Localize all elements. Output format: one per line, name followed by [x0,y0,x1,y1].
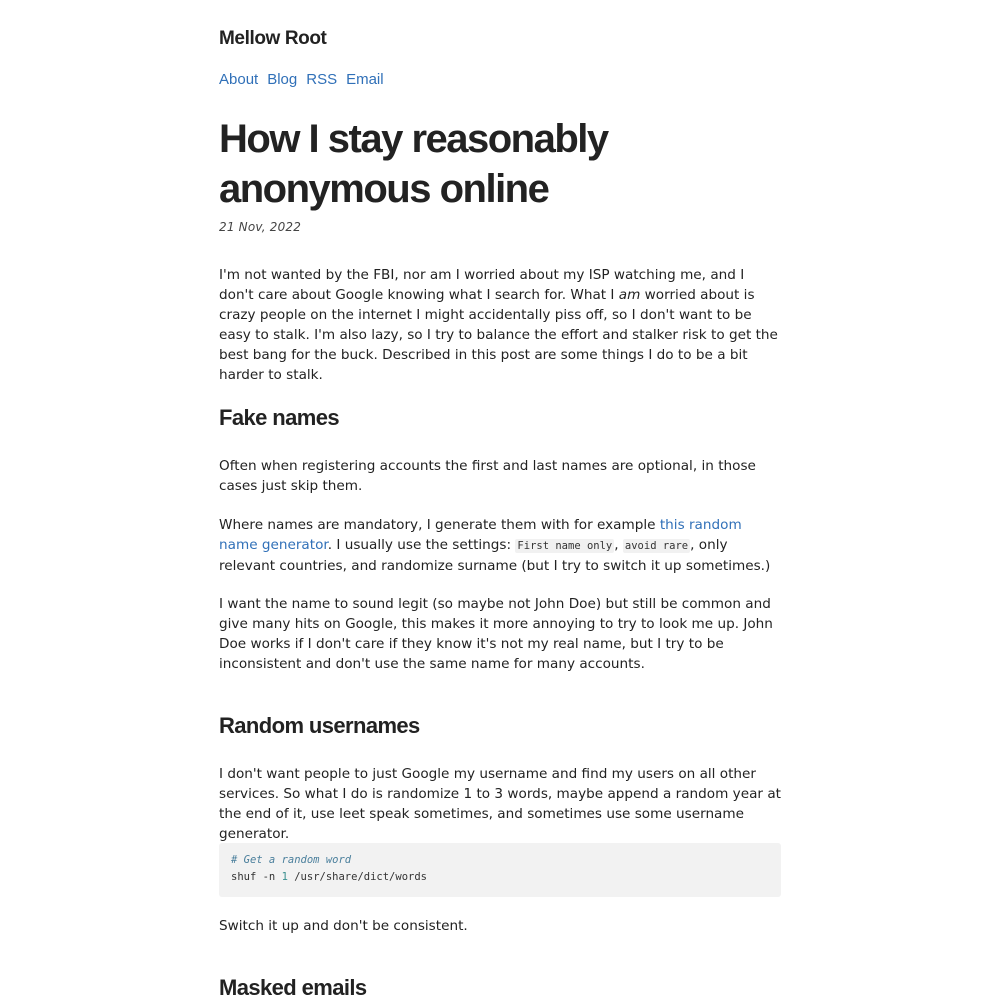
code-command-part-2: /usr/share/dict/words [287,871,427,883]
code-command-number: 1 [281,871,288,883]
fake-names-p2-text-3: , only relevant countries, and randomize surname (but I try to switch it up sometimes.) [219,537,771,574]
heading-fake-names: Fake names [219,405,339,430]
heading-masked-emails: Masked emails [219,975,367,1000]
random-usernames-paragraph-1: I don't want people to just Google my username and find my users on all other services. So what I do is randomize 1 to 3 words, maybe append a random year at the end of it, use leet speak sometimes, and sometimes use some username generator. [219,766,781,842]
site-title[interactable]: Mellow Root [219,28,327,49]
code-command-part-1: shuf -n [231,871,282,883]
nav-about-link[interactable]: About [219,71,259,88]
intro-emphasis: am [618,287,641,303]
site-nav [219,71,384,88]
random-name-generator-link[interactable]: this random name generator [219,517,742,553]
fake-names-p2-text-2: . I usually use the settings: [327,537,516,553]
random-usernames-paragraph-2: Switch it up and don't be consistent. [219,918,468,934]
nav-rss-link[interactable]: RSS [306,71,338,88]
intro-text-2: worried about is crazy people on the internet I might accidentally piss off, so I don't want to be easy to stalk. I'm also lazy, so I try to balance the effort and stalker risk to get the best bang for the buck. Described in this post are some things I do to be a bit harder to stalk. [219,287,778,383]
fake-names-paragraph-2 [219,515,781,576]
heading-random-usernames: Random usernames [219,713,420,738]
fake-names-p2-text-1: Where names are mandatory, I generate them with for example [219,517,660,533]
setting-code-avoid-rare: avoid rare [624,540,689,552]
nav-blog-link[interactable]: Blog [267,71,298,88]
post-date: 21 Nov, 2022 [219,220,302,234]
code-block [219,843,781,897]
fake-names-p2-comma: , [614,537,623,553]
fake-names-paragraph-1: Often when registering accounts the first and last names are optional, in those cases just skip them. [219,458,756,494]
code-comment: # Get a random word [231,854,352,866]
intro-paragraph [219,265,781,385]
intro-text-1: I'm not wanted by the FBI, nor am I worried about my ISP watching me, and I don't care about Google knowing what I search for. What I [219,267,745,303]
code-command [231,869,769,886]
fake-names-paragraph-3: I want the name to sound legit (so maybe not John Doe) but still be common and give many hits on Google, this makes it more annoying to try to look me up. John Doe works if I don't care if they know it's not my real name, but I try to be inconsistent and don't use the same name for many accounts. [219,596,773,672]
setting-code-first-name-only: First name only [517,540,613,552]
nav-email-link[interactable]: Email [346,71,384,88]
post-title: How I stay reasonably anonymous online [219,117,608,211]
